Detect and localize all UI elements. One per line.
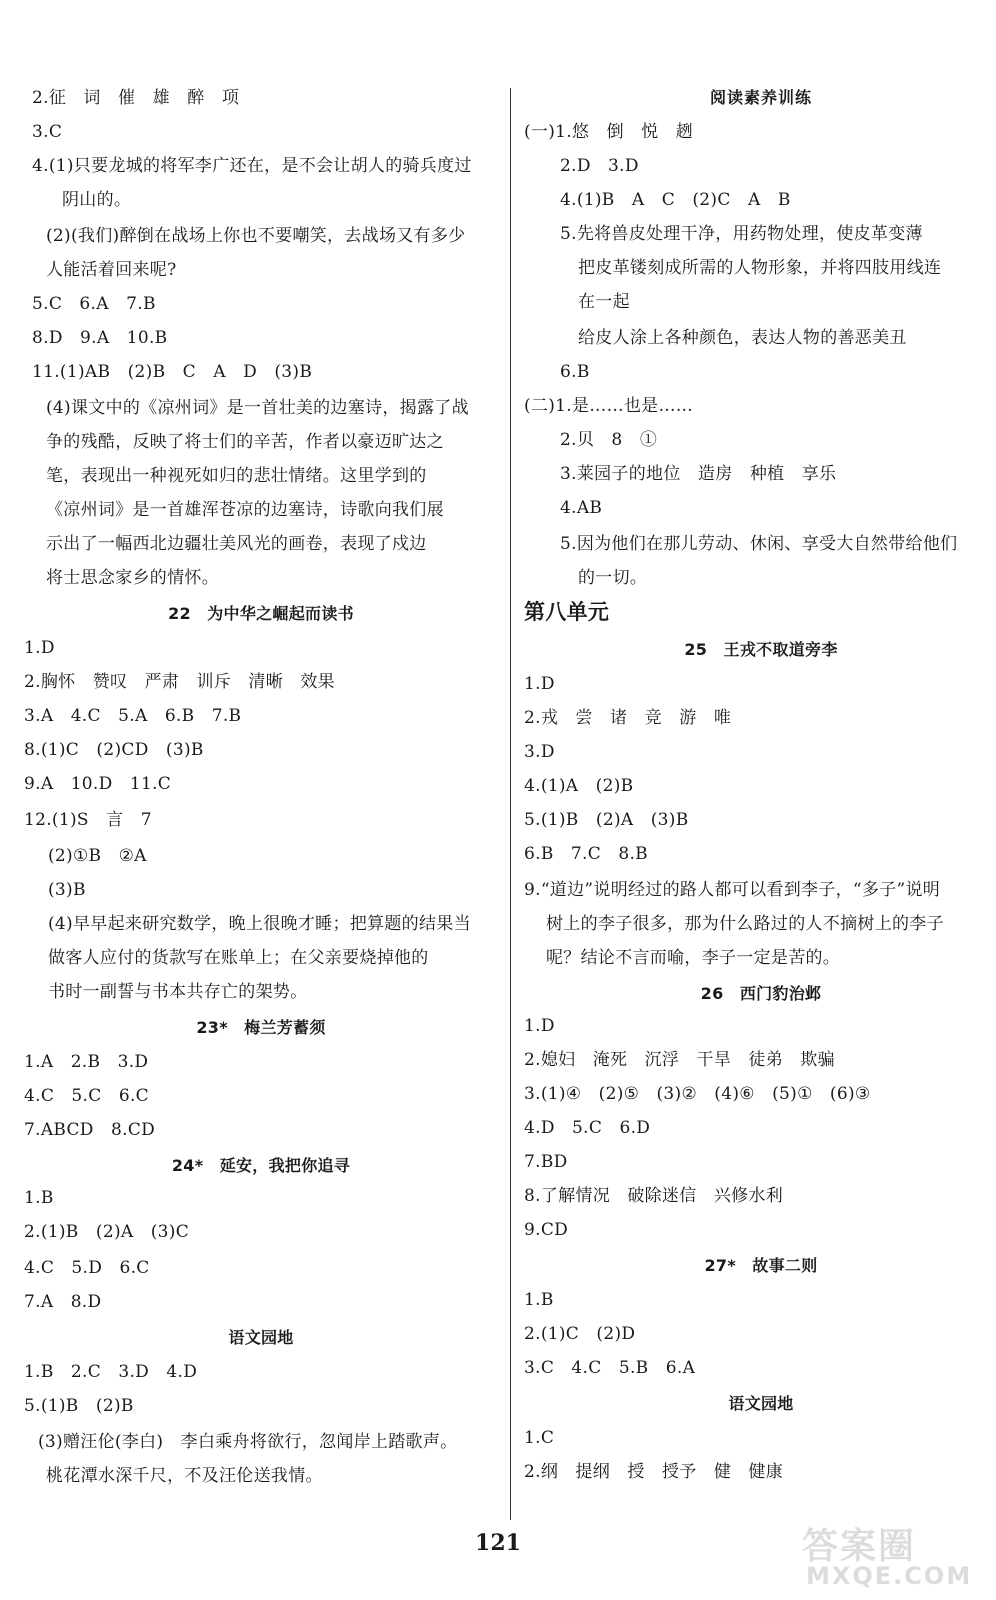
answer-line: (4)早早起来研究数学，晚上很晚才睡；把算题的结果当 [48, 914, 471, 934]
answer-line: 7.BD [524, 1152, 568, 1172]
answer-line: 1.B 2.C 3.D 4.D [24, 1362, 198, 1382]
answer-line: (一)1.悠 倒 悦 趔 [524, 122, 694, 142]
answer-line: 1.D [524, 674, 555, 694]
section-heading: 23* 梅兰芳蓄须 [196, 1018, 326, 1037]
answer-line: 2.贝 8 ① [560, 430, 658, 450]
answer-line: 树上的李子很多，那为什么路过的人不摘树上的李子 [546, 914, 944, 934]
column-divider [510, 88, 511, 1520]
answer-line: 4.AB [560, 498, 603, 518]
answer-line: 1.B [24, 1188, 54, 1208]
answer-line: 4.D 5.C 6.D [524, 1118, 651, 1138]
answer-line: 2.D 3.D [560, 156, 639, 176]
answer-line: 《凉州词》是一首雄浑苍凉的边塞诗，诗歌向我们展 [46, 500, 444, 520]
answer-line: 8.了解情况 破除迷信 兴修水利 [524, 1186, 784, 1206]
answer-line: (2)①B ②A [48, 846, 147, 866]
answer-line: 2.(1)C (2)D [524, 1324, 636, 1344]
page-number: 121 [475, 1530, 521, 1556]
left-column [22, 0, 500, 1520]
answer-line: 9.CD [524, 1220, 569, 1240]
answer-line: 4.C 5.C 6.C [24, 1086, 149, 1106]
answer-line: 1.D [24, 638, 55, 658]
answer-line: 5.因为他们在那儿劳动、休闲、享受大自然带给他们 [560, 534, 958, 554]
answer-line: 桃花潭水深千尺，不及汪伦送我情。 [46, 1466, 323, 1486]
answer-line: 做客人应付的货款写在账单上；在父亲要烧掉他的 [48, 948, 429, 968]
answer-line: 3.C 4.C 5.B 6.A [524, 1358, 696, 1378]
answer-line: 5.(1)B (2)A (3)B [524, 810, 689, 830]
answer-line: 的一切。 [578, 568, 648, 588]
answer-line: 3.(1)④ (2)⑤ (3)② (4)⑥ (5)① (6)③ [524, 1084, 871, 1104]
answer-line: 3.莱园子的地位 造房 种植 享乐 [560, 464, 837, 484]
answer-line: 人能活着回来呢? [46, 260, 177, 280]
answer-line: 1.D [524, 1016, 555, 1036]
answer-line: 2.胸怀 赞叹 严肃 训斥 清晰 效果 [24, 672, 335, 692]
unit-heading: 第八单元 [524, 600, 610, 624]
answer-line: 7.A 8.D [24, 1292, 102, 1312]
answer-line: 7.ABCD 8.CD [24, 1120, 156, 1140]
answer-line: 8.(1)C (2)CD (3)B [24, 740, 204, 760]
answer-line: 把皮革镂刻成所需的人物形象，并将四肢用线连 [578, 258, 942, 278]
answer-line: (3)B [48, 880, 86, 900]
answer-line: 在一起 [578, 292, 630, 312]
answer-line: 4.(1)B A C (2)C A B [560, 190, 791, 210]
answer-line: 5.先将兽皮处理干净，用药物处理，使皮革变薄 [560, 224, 923, 244]
answer-line: 11.(1)AB (2)B C A D (3)B [32, 362, 313, 382]
watermark-url: MXQE.COM [806, 1562, 973, 1590]
answer-line: 2.纲 提纲 授 授予 健 健康 [524, 1462, 784, 1482]
answer-line: 1.C [524, 1428, 555, 1448]
answer-line: 12.(1)S 言 7 [24, 810, 152, 830]
answer-line: 书时一副誓与书本共存亡的架势。 [48, 982, 308, 1002]
answer-line: 呢？结论不言而喻，李子一定是苦的。 [546, 948, 841, 968]
answer-line: 阴山的。 [62, 190, 132, 210]
answer-line: 2.媳妇 淹死 沉浮 干旱 徒弟 欺骗 [524, 1050, 835, 1070]
section-heading: 25 王戎不取道旁李 [684, 640, 838, 659]
answer-line: 3.D [524, 742, 555, 762]
answer-line: 争的残酷，反映了将士们的辛苦，作者以豪迈旷达之 [46, 432, 444, 452]
section-heading: 24* 延安，我把你追寻 [171, 1156, 351, 1175]
answer-line: 给皮人涂上各种颜色，表达人物的善恶美丑 [578, 328, 907, 348]
answer-line: 8.D 9.A 10.B [32, 328, 168, 348]
answer-line: 4.C 5.D 6.C [24, 1258, 150, 1278]
section-heading: 语文园地 [228, 1328, 294, 1347]
answer-line: 1.A 2.B 3.D [24, 1052, 149, 1072]
answer-line: 4.(1)只要龙城的将军李广还在，是不会让胡人的骑兵度过 [32, 156, 472, 176]
answer-line: (3)赠汪伦(李白) 李白乘舟将欲行，忽闻岸上踏歌声。 [38, 1432, 458, 1452]
section-heading: 22 为中华之崛起而读书 [168, 604, 354, 623]
answer-line: 6.B [560, 362, 590, 382]
answer-line: 示出了一幅西北边疆壮美风光的画卷，表现了戍边 [46, 534, 427, 554]
watermark-logo: 答案圈 [802, 1526, 917, 1567]
answer-line: 6.B 7.C 8.B [524, 844, 648, 864]
answer-line: 9.“道边”说明经过的路人都可以看到李子，“多子”说明 [524, 880, 941, 900]
answer-line: 5.C 6.A 7.B [32, 294, 156, 314]
answer-line: 3.A 4.C 5.A 6.B 7.B [24, 706, 242, 726]
answer-line: 3.C [32, 122, 63, 142]
answer-line: (二)1.是……也是…… [524, 396, 694, 416]
answer-line: 2.(1)B (2)A (3)C [24, 1222, 190, 1242]
section-heading: 阅读素养训练 [709, 88, 812, 107]
answer-line: (2)(我们)醉倒在战场上你也不要嘲笑，去战场又有多少 [46, 226, 466, 246]
answer-line: 5.(1)B (2)B [24, 1396, 134, 1416]
section-heading: 27* 故事二则 [704, 1256, 818, 1275]
answer-line: 4.(1)A (2)B [524, 776, 634, 796]
answer-line: 2.戎 尝 诸 竞 游 唯 [524, 708, 732, 728]
answer-line: 9.A 10.D 11.C [24, 774, 172, 794]
answer-line: 笔，表现出一种视死如归的悲壮情绪。这里学到的 [46, 466, 427, 486]
section-heading: 26 西门豹治邺 [700, 984, 822, 1003]
right-column [522, 0, 996, 1520]
answer-line: 2.征 词 催 雄 醉 项 [32, 88, 240, 108]
answer-line: 1.B [524, 1290, 554, 1310]
answer-line: 将士思念家乡的情怀。 [46, 568, 219, 588]
section-heading: 语文园地 [728, 1394, 794, 1413]
answer-line: (4)课文中的《凉州词》是一首壮美的边塞诗，揭露了战 [46, 398, 469, 418]
